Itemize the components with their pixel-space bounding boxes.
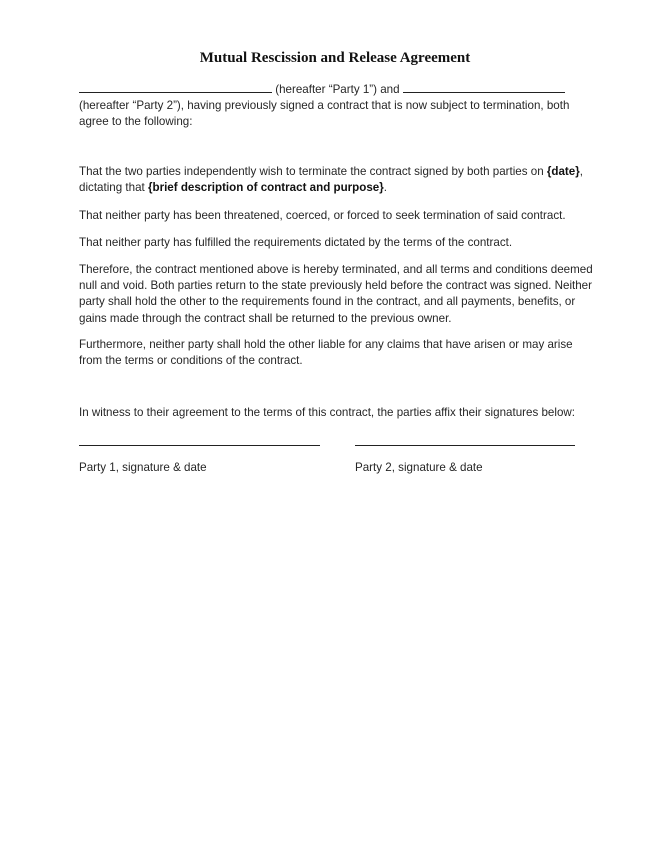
clause-requirements-unfulfilled: That neither party has fulfilled the requirements dictated by the terms of the contract. (79, 236, 513, 249)
clause-no-coercion: That neither party has been threatened, coerced, or forced to seek termination of said contract. (79, 209, 566, 222)
intro-paragraph (79, 81, 593, 131)
party2-suffix: (hereafter “Party 2”), having previously signed a contract that is now subject to termination, both agree to the following: (79, 99, 570, 129)
witness-statement: In witness to their agreement to the terms of this contract, the parties affix their signatures below: (79, 406, 575, 419)
party2-name-blank[interactable] (403, 81, 565, 93)
clause-termination: Therefore, the contract mentioned above is hereby terminated, and all terms and conditions deemed null and void. Both parties return to the state previously held before the contract was signed. Neither party shall hold the other to the requirements found in the contract, and all payments, benefits, or gains made through the contract shall be returned to the previous owner. (79, 263, 593, 325)
party1-suffix: (hereafter “Party 1”) and (272, 83, 403, 96)
clause1-text-b: , dictating that (79, 165, 583, 195)
description-placeholder: {brief description of contract and purpose} (147, 181, 384, 195)
party1-name-blank[interactable] (79, 81, 272, 93)
clause1-text-a: That the two parties independently wish to terminate the contract signed by both parties on (79, 165, 547, 178)
clause1-text-c: . (383, 181, 387, 195)
document-title: Mutual Rescission and Release Agreement (199, 50, 471, 66)
party1-signature-label: Party 1, signature & date (79, 461, 207, 474)
date-placeholder: {date} (546, 165, 580, 178)
party2-signature-label: Party 2, signature & date (355, 461, 483, 474)
clause-termination-wish (79, 164, 593, 196)
clause-release-of-liability: Furthermore, neither party shall hold the other liable for any claims that have arisen or may arise from the terms or conditions of the contract. (79, 338, 573, 368)
party2-signature-line[interactable] (355, 445, 575, 446)
party1-signature-line[interactable] (79, 445, 320, 446)
